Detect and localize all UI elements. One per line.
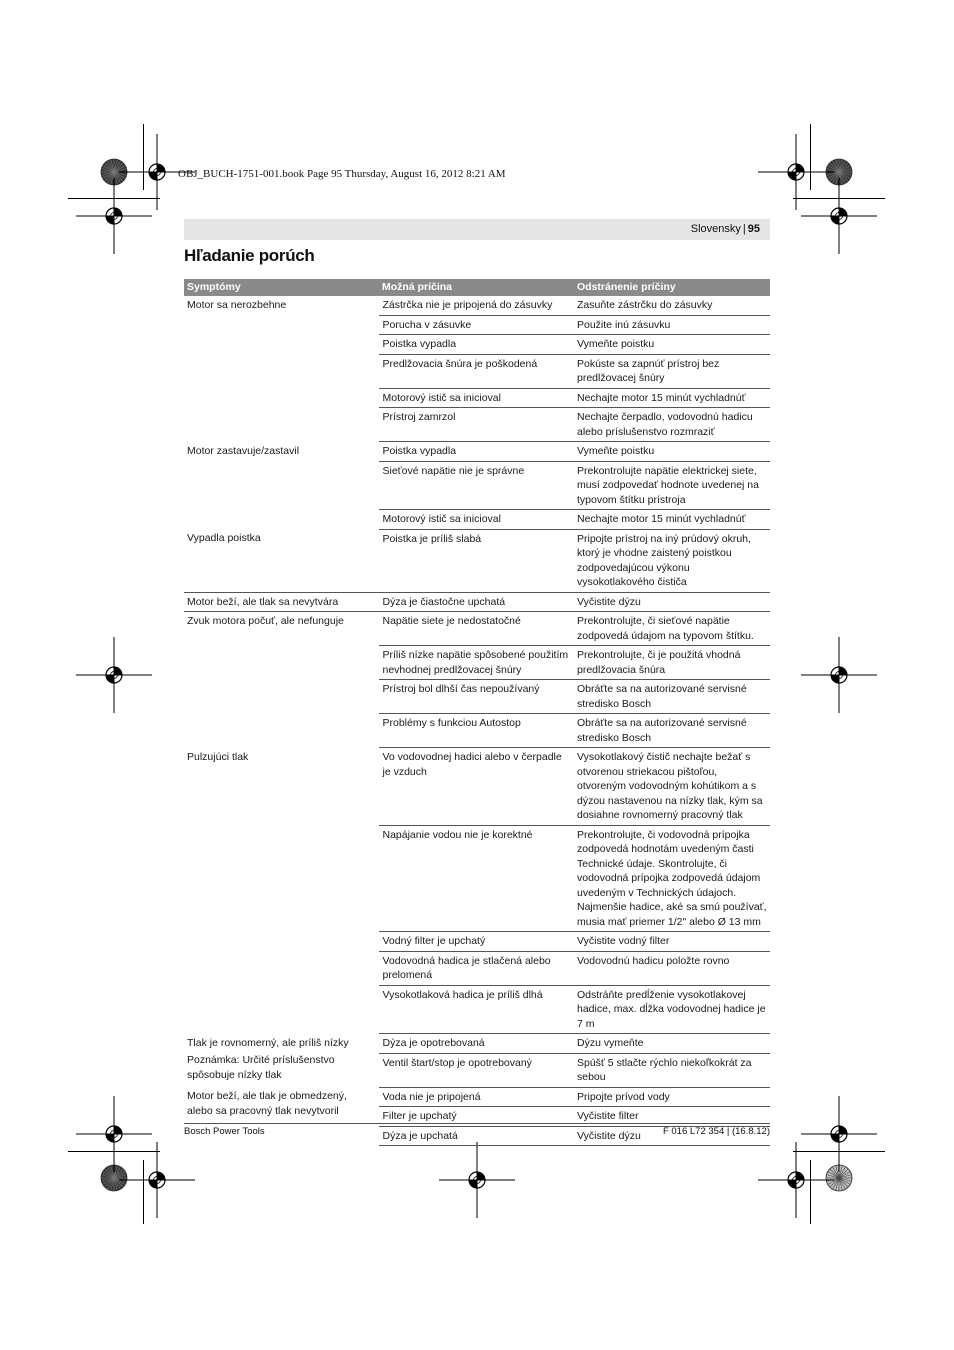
- symptom-text: Motor zastavuje/zastavil: [187, 444, 300, 457]
- registration-crosshair: [74, 176, 154, 256]
- footer-doc-number: F 016 L72 354 | (16.8.12): [662, 1126, 770, 1137]
- cause-cell: Problémy s funkciou Autostop: [379, 714, 574, 748]
- remedy-cell: Prekontrolujte, či je použitá vhodná predlžovacia šnúra: [574, 646, 770, 680]
- table-row: [184, 1034, 770, 1054]
- cause-cell: Vysokotlaková hadica je príliš dlhá: [379, 985, 574, 1034]
- table-row: [184, 529, 770, 592]
- trim-line: [143, 124, 144, 190]
- symptom-text: Tlak je rovnomerný, ale príliš nízky: [187, 1036, 349, 1049]
- cause-cell: Zástrčka nie je pripojená do zásuvky: [379, 296, 574, 315]
- remedy-cell: Vyčistite dýzu: [574, 592, 770, 612]
- registration-crosshair: [756, 1140, 836, 1220]
- table-row: [184, 612, 770, 646]
- cause-cell: Voda nie je pripojená: [379, 1087, 574, 1107]
- symptom-cell: [184, 592, 379, 612]
- column-header-remedy: Odstránenie príčiny: [574, 279, 770, 296]
- symptom-cell: [184, 748, 379, 1034]
- column-header-symptoms: Symptómy: [184, 279, 379, 296]
- symptom-text: Motor beží, ale tlak sa nevytvára: [187, 595, 339, 608]
- page-number: 95: [747, 223, 760, 235]
- troubleshooting-table: [184, 279, 770, 1146]
- print-info: OBJ_BUCH-1751-001.book Page 95 Thursday, August 16, 2012 8:21 AM: [178, 168, 506, 180]
- remedy-cell: Pokúste sa zapnúť prístroj bez predlžovacej šnúry: [574, 354, 770, 388]
- remedy-cell: Pripojte prívod vody: [574, 1087, 770, 1107]
- cause-cell: Poistka vypadla: [379, 335, 574, 355]
- symptom-text: Motor sa nerozbehne: [187, 299, 287, 311]
- cause-cell: Ventil štart/stop je opotrebovaný: [379, 1053, 574, 1087]
- registration-crosshair: [437, 1140, 517, 1220]
- cause-cell: Prístroj zamrzol: [379, 408, 574, 442]
- remedy-cell: Nechajte čerpadlo, vodovodnú hadicu alebo príslušenstvo rozmraziť: [574, 408, 770, 442]
- remedy-cell: Pripojte prístroj na iný prúdový okruh, ktorý je vhodne zaistený poistkou zodpovedajúcou výkonu vysokotlakového čističa: [574, 529, 770, 592]
- remedy-cell: Obráťte sa na autorizované servisné stredisko Bosch: [574, 714, 770, 748]
- remedy-cell: Obráťte sa na autorizované servisné stredisko Bosch: [574, 680, 770, 714]
- remedy-cell: Vysokotlakový čistič nechajte bežať s otvorenou striekacou pištoľou, otvoreným vodovodným kohútikom a s dýzou nastavenou na nízky tlak, kým sa dosiahne rovnomerný pracovný tlak: [574, 748, 770, 826]
- cause-cell: Motorový istič sa inicioval: [379, 388, 574, 408]
- cause-cell: Poistka vypadla: [379, 442, 574, 462]
- remedy-cell: Vymeňte poistku: [574, 335, 770, 355]
- remedy-cell: Vyčistite dýzu: [574, 1126, 770, 1146]
- remedy-cell: Dýzu vymeňte: [574, 1034, 770, 1054]
- table-row: [184, 296, 770, 315]
- cause-cell: Vo vodovodnej hadici alebo v čerpadle je vzduch: [379, 748, 574, 826]
- cause-cell: Príliš nízke napätie spôsobené použitím nevhodnej predlžovacej šnúry: [379, 646, 574, 680]
- column-header-cause: Možná príčina: [379, 279, 574, 296]
- trim-line: [810, 1160, 811, 1224]
- cause-cell: Prístroj bol dlhší čas nepoužívaný: [379, 680, 574, 714]
- remedy-cell: Prekontrolujte, či sieťové napätie zodpovedá údajom na typovom štítku.: [574, 612, 770, 646]
- symptom-text: Pulzujúci tlak: [187, 750, 249, 763]
- cause-cell: Poistka je príliš slabá: [379, 529, 574, 592]
- remedy-cell: Prekontrolujte napätie elektrickej siete, musí zodpovedať hodnote uvedenej na typovom štítku prístroja: [574, 461, 770, 510]
- table-row: [184, 442, 770, 462]
- remedy-cell: Prekontrolujte, či vodovodná prípojka zodpovedá hodnotám uvedeným časti Technické údaje. Skontrolujte, či vodovodná prípojka zodpovedá údajom uvedeným v Technických údajoch. Najmenšie hadice, aké sa smú používať, musia mať priemer 1/2" alebo Ø 13 mm: [574, 825, 770, 932]
- remedy-cell: Nechajte motor 15 minút vychladnúť: [574, 510, 770, 530]
- symptom-note: Poznámka: Určité príslušenstvo spôsobuje nízky tlak: [187, 1054, 335, 1081]
- cause-cell: Dýza je opotrebovaná: [379, 1034, 574, 1054]
- trim-line: [793, 198, 885, 199]
- registration-crosshair: [799, 176, 879, 256]
- symptom-text: Motor beží, ale tlak je obmedzený, alebo sa pracovný tlak nevytvoril: [187, 1090, 347, 1117]
- table-row: [184, 748, 770, 826]
- cause-cell: Filter je upchatý: [379, 1107, 574, 1127]
- section-title: Hľadanie porúch: [184, 246, 315, 265]
- remedy-cell: Spúšť 5 stlačte rýchlo niekoľkokrát za sebou: [574, 1053, 770, 1087]
- table-body: [184, 296, 770, 1146]
- registration-crosshair: [117, 1140, 197, 1220]
- symptom-cell: [184, 612, 379, 748]
- symptom-text: Zvuk motora počuť, ale nefunguje: [187, 615, 344, 627]
- remedy-cell: Použite inú zásuvku: [574, 315, 770, 335]
- cause-cell: Napätie siete je nedostatočné: [379, 612, 574, 646]
- symptom-cell: [184, 442, 379, 530]
- trim-line: [810, 124, 811, 190]
- header-language-page: [691, 223, 760, 235]
- cause-cell: Vodný filter je upchatý: [379, 932, 574, 952]
- cause-cell: Porucha v zásuvke: [379, 315, 574, 335]
- table-row: [184, 592, 770, 612]
- page-header: [184, 219, 770, 240]
- table-header-row: [184, 279, 770, 296]
- header-separator: |: [742, 223, 746, 235]
- table-row: [184, 1087, 770, 1107]
- header-language: Slovensky: [690, 223, 741, 235]
- cause-cell: Vodovodná hadica je stlačená alebo prelomená: [379, 951, 574, 985]
- remedy-cell: Vymeňte poistku: [574, 442, 770, 462]
- remedy-cell: Zasuňte zástrčku do zásuvky: [574, 296, 770, 315]
- remedy-cell: Odstráňte predĺženie vysokotlakovej hadice, max. dĺžka vodovodnej hadice je 7 m: [574, 985, 770, 1034]
- trim-line: [143, 1160, 144, 1224]
- footer-brand: Bosch Power Tools: [184, 1126, 265, 1137]
- cause-cell: Motorový istič sa inicioval: [379, 510, 574, 530]
- cause-cell: Sieťové napätie nie je správne: [379, 461, 574, 510]
- remedy-cell: Nechajte motor 15 minút vychladnúť: [574, 388, 770, 408]
- cause-cell: Napájanie vodou nie je korektné: [379, 825, 574, 932]
- symptom-cell: [184, 1034, 379, 1088]
- trim-line: [68, 1151, 160, 1152]
- registration-crosshair: [74, 635, 154, 715]
- symptom-cell: [184, 296, 379, 442]
- symptom-text: Vypadla poistka: [187, 532, 261, 544]
- trim-line: [68, 198, 160, 199]
- remedy-cell: Vodovodnú hadicu položte rovno: [574, 951, 770, 985]
- registration-crosshair: [799, 635, 879, 715]
- footer-rule: [184, 1123, 770, 1124]
- symptom-cell: [184, 529, 379, 592]
- cause-cell: Predlžovacia šnúra je poškodená: [379, 354, 574, 388]
- remedy-cell: Vyčistite vodný filter: [574, 932, 770, 952]
- cause-cell: Dýza je čiastočne upchatá: [379, 592, 574, 612]
- trim-line: [793, 1151, 885, 1152]
- remedy-cell: Vyčistite filter: [574, 1107, 770, 1127]
- cause-cell: Dýza je upchatá: [379, 1126, 574, 1146]
